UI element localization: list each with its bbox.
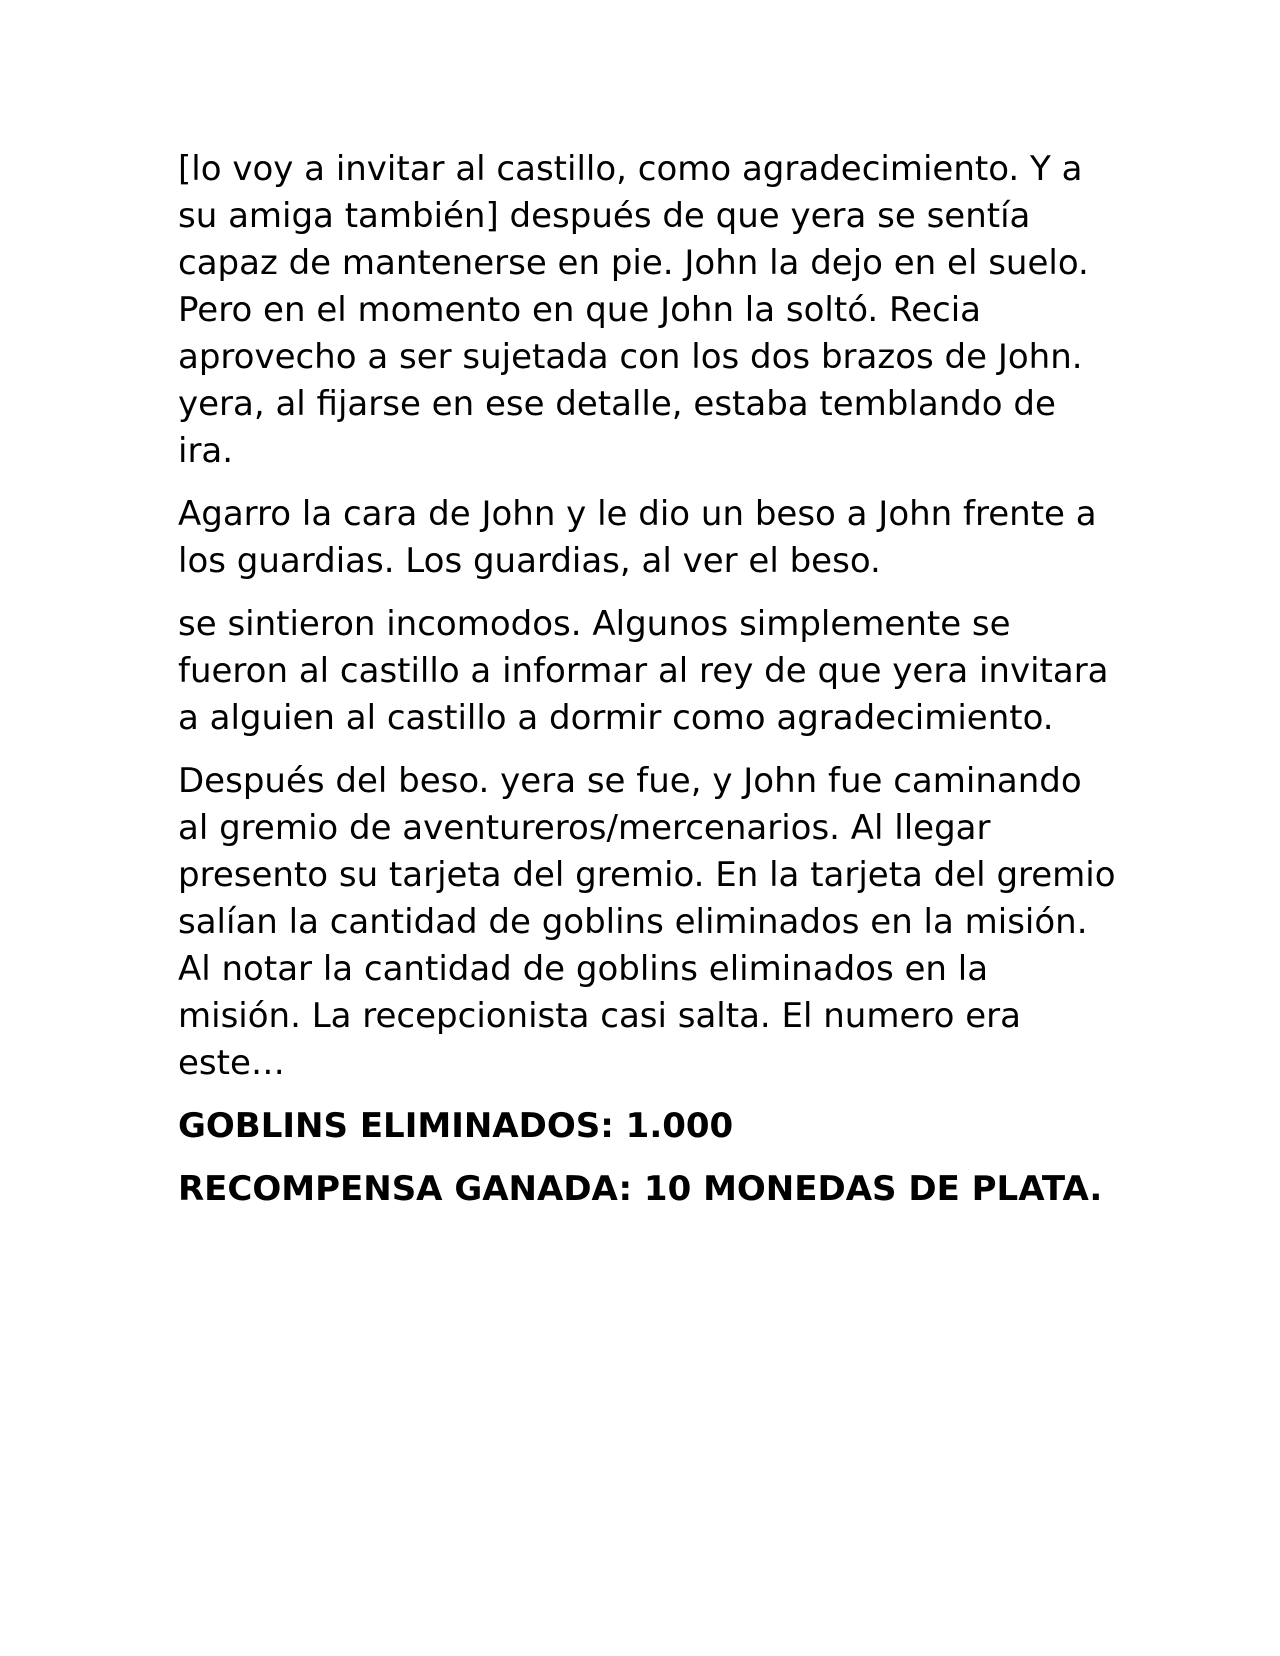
reward-earned-line: RECOMPENSA GANADA: 10 MONEDAS DE PLATA. <box>178 1169 1103 1209</box>
paragraph-4: Después del beso. yera se fue, y John fue caminando al gremio de aventureros/mercenarios. Al llegar presento su tarjeta del gremio. En la tarjeta del gremio salían la cantidad de goblins eliminados en la misión. Al notar la cantidad de goblins eliminados en la misión. La recepcionista casi salta. El numero era este… <box>178 761 1116 1083</box>
paragraph-3: se sintieron incomodos. Algunos simplemente se fueron al castillo a informar al rey de que yera invitara a alguien al castillo a dormir como agradecimiento. <box>178 604 1109 738</box>
paragraph-2: Agarro la cara de John y le dio un beso a John frente a los guardias. Los guardias, al ver el beso. <box>178 494 1097 581</box>
document-page <box>178 146 1118 1229</box>
goblins-eliminated-line: GOBLINS ELIMINADOS: 1.000 <box>178 1106 734 1146</box>
paragraph-1: [lo voy a invitar al castillo, como agradecimiento. Y a su amiga también] después de que yera se sentía capaz de mantenerse en pie. John la dejo en el suelo. Pero en el momento en que John la soltó. Recia aprovecho a ser sujetada con los dos brazos de John. yera, al fijarse en ese detalle, estaba temblando de ira. <box>178 149 1089 471</box>
